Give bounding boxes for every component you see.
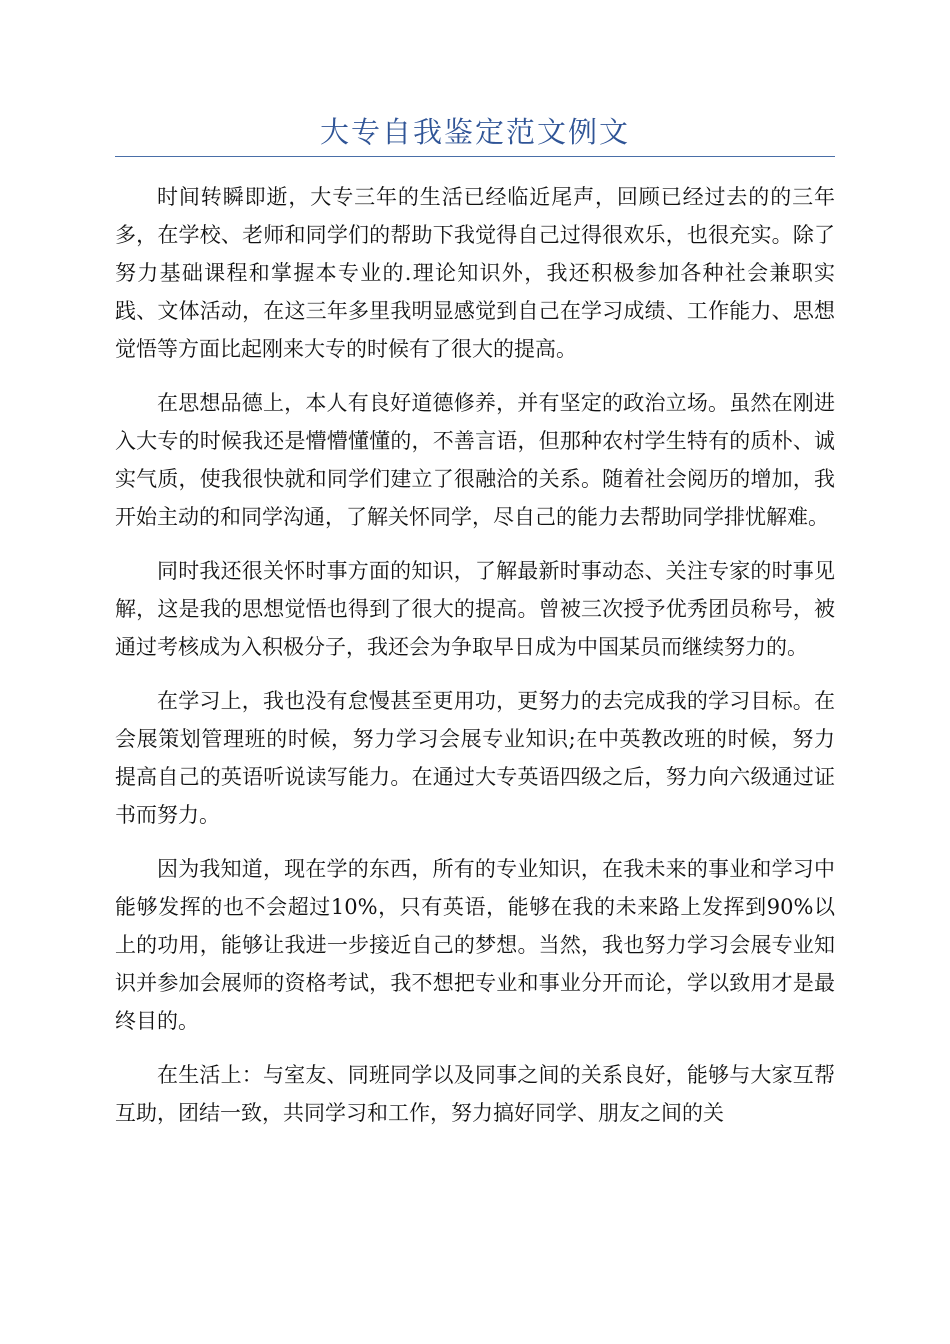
- paragraph-1: 时间转瞬即逝，大专三年的生活已经临近尾声，回顾已经过去的的三年多，在学校、老师和同学们的帮助下我觉得自己过得很欢乐，也很充实。除了努力基础课程和掌握本专业的.理论知识外，我还积极参加各种社会兼职实践、文体活动，在这三年多里我明显感觉到自己在学习成绩、工作能力、思想觉悟等方面比起刚来大专的时候有了很大的提高。: [115, 185, 835, 361]
- paragraph-6: 在生活上：与室友、同班同学以及同事之间的关系良好，能够与大家互帮互助，团结一致，共同学习和工作，努力搞好同学、朋友之间的关: [115, 1063, 835, 1125]
- document-body: [115, 178, 835, 1148]
- page-title: 大专自我鉴定范文例文: [319, 115, 630, 149]
- paragraph-5: 因为我知道，现在学的东西，所有的专业知识，在我未来的事业和学习中能够发挥的也不会超过10%，只有英语，能够在我的未来路上发挥到90%以上的功用，能够让我进一步接近自己的梦想。当然，我也努力学习会展专业知识并参加会展师的资格考试，我不想把专业和事业分开而论，学以致用才是最终目的。: [115, 857, 835, 1033]
- paragraph-3: 同时我还很关怀时事方面的知识，了解最新时事动态、关注专家的时事见解，这是我的思想觉悟也得到了很大的提高。曾被三次授予优秀团员称号，被通过考核成为入积极分子，我还会为争取早日成为中国某员而继续努力的。: [115, 559, 835, 659]
- title-block: [115, 112, 835, 157]
- paragraph-4: 在学习上，我也没有怠慢甚至更用功，更努力的去完成我的学习目标。在会展策划管理班的时候，努力学习会展专业知识;在中英教改班的时候，努力提高自己的英语听说读写能力。在通过大专英语四级之后，努力向六级通过证书而努力。: [115, 689, 835, 827]
- paragraph-2: 在思想品德上，本人有良好道德修养，并有坚定的政治立场。虽然在刚进入大专的时候我还是懵懵懂懂的，不善言语，但那种农村学生特有的质朴、诚实气质，使我很快就和同学们建立了很融洽的关系。随着社会阅历的增加，我开始主动的和同学沟通，了解关怀同学，尽自己的能力去帮助同学排忧解难。: [115, 391, 835, 529]
